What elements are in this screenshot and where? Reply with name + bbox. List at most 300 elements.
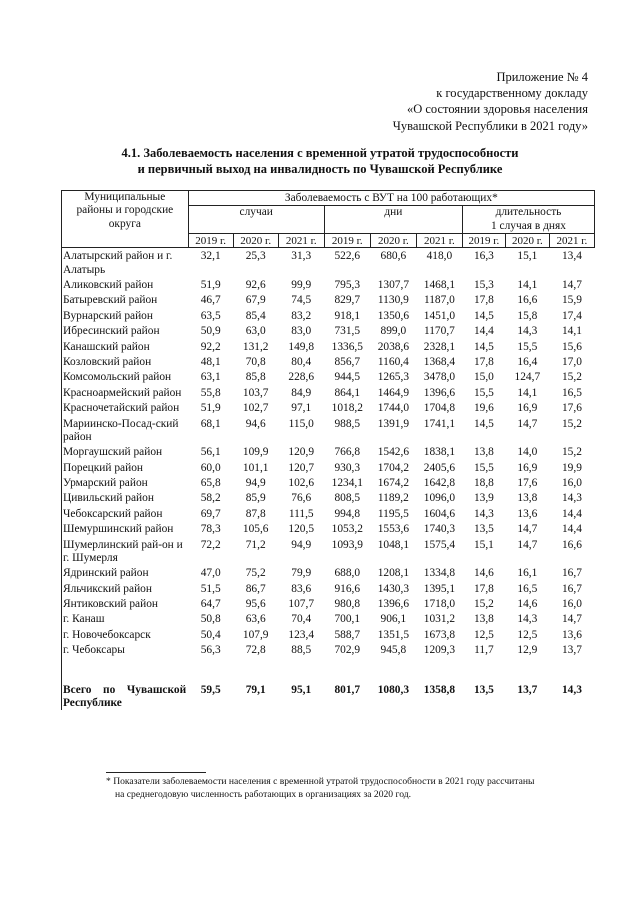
value-cell: 1674,2 [377,477,410,490]
table-row [62,416,595,445]
value-cell: 84,9 [291,386,312,399]
value-cell: 99,9 [291,279,312,292]
value-cell: 801,7 [334,683,361,696]
table-row [62,581,595,596]
value-cell: 63,1 [200,371,221,384]
total-row [62,658,595,711]
value-cell: 15,3 [473,279,494,292]
district-name: Ядринский район [62,565,189,580]
value-cell: 79,1 [245,683,266,696]
value-cell: 228,6 [288,371,315,384]
value-cell: 14,0 [517,446,538,459]
footnote-divider [106,772,206,773]
value-cell: 56,3 [200,644,221,657]
table-row [62,248,595,277]
value-cell: 1673,8 [423,628,456,641]
value-cell: 1718,0 [423,598,456,611]
value-cell: 65,8 [200,477,221,490]
header-municipal-line: районы и городские [76,204,174,217]
appendix-line: Приложение № 4 [496,70,588,84]
value-cell: 1195,5 [377,507,409,520]
value-cell: 83,0 [291,325,312,338]
value-cell: 50,8 [200,613,221,626]
value-cell: 1334,8 [423,567,456,580]
value-cell: 15,2 [473,598,494,611]
value-cell: 109,9 [242,446,269,459]
value-cell: 80,4 [291,356,312,369]
value-cell: 14,5 [473,340,494,353]
value-cell: 12,9 [517,644,538,657]
value-cell: 15,5 [473,386,494,399]
value-cell: 51,9 [200,279,221,292]
value-cell: 16,5 [517,582,538,595]
value-cell: 1396,6 [423,386,456,399]
district-name: Канашский район [62,339,189,354]
value-cell: 14,1 [561,325,582,338]
value-cell: 17,4 [561,309,582,322]
value-cell: 131,2 [242,340,269,353]
header-morbidity-group: Заболеваемость с ВУТ на 100 работающих* [188,191,594,206]
value-cell: 68,1 [200,417,221,430]
value-cell: 18,8 [473,477,494,490]
district-name: Шемуршинский район [62,521,189,536]
value-cell: 105,6 [242,523,269,536]
district-name: Аликовский район [62,277,189,292]
value-cell: 63,5 [200,309,221,322]
value-cell: 14,3 [473,507,494,520]
value-cell: 94,6 [245,417,266,430]
value-cell: 1542,6 [377,446,410,459]
value-cell: 15,0 [473,371,494,384]
header-municipal-line: Муниципальные [84,191,166,203]
value-cell: 59,5 [200,683,221,696]
value-cell: 70,8 [245,356,266,369]
value-cell: 15,2 [561,446,582,459]
value-cell: 92,2 [200,340,221,353]
table-body [62,248,595,710]
value-cell: 95,1 [291,683,312,696]
value-cell: 14,3 [561,492,582,505]
value-cell: 69,7 [200,507,221,520]
district-name: Урмарский район [62,475,189,490]
value-cell: 78,3 [200,523,221,536]
value-cell: 1368,4 [423,356,456,369]
value-cell: 17,8 [473,356,494,369]
district-name: Шумерлинский рай-он и г. Шумерля [62,537,189,566]
value-cell: 13,7 [517,683,538,696]
appendix-line: «О состоянии здоровья населения [406,102,588,117]
value-cell: 46,7 [200,294,221,307]
district-name: Порецкий район [62,460,189,475]
value-cell: 74,5 [291,294,312,307]
value-cell: 856,7 [334,356,361,369]
value-cell: 76,6 [291,492,312,505]
value-cell: 1336,5 [331,340,363,353]
appendix-line: к государственному докладу [436,86,588,101]
value-cell: 51,5 [200,582,221,595]
header-year: 2021 г. [278,234,324,248]
value-cell: 1189,2 [377,492,409,505]
table-row [62,354,595,369]
value-cell: 102,7 [242,402,269,415]
value-cell: 15,2 [561,371,582,384]
value-cell: 14,6 [517,598,538,611]
district-name: Ибресинский район [62,323,189,338]
value-cell: 83,6 [291,582,312,595]
value-cell: 17,0 [561,356,582,369]
value-cell: 17,6 [517,477,538,490]
header-year: 2020 г. [505,234,549,248]
value-cell: 13,6 [561,628,582,641]
value-cell: 1553,6 [377,523,410,536]
value-cell: 123,4 [288,628,315,641]
table-row [62,521,595,536]
table-row [62,292,595,307]
value-cell: 1018,2 [331,402,363,415]
value-cell: 55,8 [200,386,221,399]
district-name: г. Чебоксары [62,642,189,657]
table-row [62,460,595,475]
value-cell: 418,0 [426,250,453,263]
value-cell: 92,6 [245,279,266,292]
value-cell: 944,5 [334,371,361,384]
table-row [62,596,595,611]
value-cell: 13,6 [517,507,538,520]
table-row [62,444,595,459]
value-cell: 1096,0 [423,492,456,505]
header-municipal [62,191,189,248]
appendix-note [393,69,588,134]
value-cell: 11,7 [474,644,494,657]
value-cell: 14,1 [517,279,538,292]
value-cell: 16,4 [517,356,538,369]
heading-line-2: и первичный выход на инвалидность по Чувашской Республике [137,162,503,176]
value-cell: 16,3 [473,250,494,263]
value-cell: 15,1 [517,250,538,263]
value-cell: 56,1 [200,446,221,459]
value-cell: 864,1 [334,386,361,399]
value-cell: 16,1 [517,567,538,580]
value-cell: 13,8 [473,613,494,626]
value-cell: 63,0 [245,325,266,338]
value-cell: 79,9 [291,567,312,580]
value-cell: 1093,9 [331,538,363,551]
district-name: Алатырский район и г. Алатырь [62,248,189,277]
value-cell: 899,0 [380,325,407,338]
table-row [62,506,595,521]
value-cell: 14,1 [517,386,538,399]
value-cell: 58,2 [200,492,221,505]
table-row [62,385,595,400]
value-cell: 86,7 [245,582,266,595]
table-row [62,627,595,642]
value-cell: 916,6 [334,582,361,595]
table-row [62,565,595,580]
value-cell: 1468,1 [423,279,456,292]
value-cell: 1350,6 [377,309,410,322]
value-cell: 930,3 [334,461,361,474]
value-cell: 14,7 [561,279,582,292]
value-cell: 14,7 [561,613,582,626]
value-cell: 1234,1 [331,477,363,490]
district-name: Красноармейский район [62,385,189,400]
value-cell: 1053,2 [331,523,363,536]
value-cell: 120,9 [288,446,315,459]
value-cell: 15,6 [561,340,582,353]
value-cell: 1704,8 [423,402,456,415]
table-row [62,323,595,338]
value-cell: 111,5 [288,507,314,520]
value-cell: 16,9 [517,461,538,474]
value-cell: 1080,3 [377,683,410,696]
value-cell: 17,8 [473,582,494,595]
value-cell: 72,2 [200,538,221,551]
value-cell: 70,4 [291,613,312,626]
value-cell: 1187,0 [423,294,455,307]
value-cell: 1642,8 [423,477,456,490]
value-cell: 1351,5 [377,628,410,641]
value-cell: 13,4 [561,250,582,263]
morbidity-table [61,190,595,710]
value-cell: 1704,2 [377,461,410,474]
value-cell: 1208,1 [377,567,410,580]
value-cell: 906,1 [380,613,407,626]
value-cell: 14,6 [473,567,494,580]
value-cell: 71,2 [245,538,266,551]
value-cell: 102,6 [288,477,315,490]
value-cell: 94,9 [291,538,312,551]
footnote [106,775,606,802]
header-year: 2019 г. [188,234,233,248]
value-cell: 588,7 [334,628,361,641]
value-cell: 94,9 [245,477,266,490]
table-row [62,400,595,415]
value-cell: 60,0 [200,461,221,474]
value-cell: 32,1 [200,250,221,263]
table-header [62,191,595,248]
value-cell: 1575,4 [423,538,456,551]
value-cell: 64,7 [200,598,221,611]
header-cases: случаи [188,206,324,234]
header-year: 2019 г. [462,234,505,248]
value-cell: 1031,2 [423,613,456,626]
value-cell: 1358,8 [423,683,456,696]
district-name: Чебоксарский район [62,506,189,521]
header-year: 2020 г. [370,234,416,248]
value-cell: 15,5 [473,461,494,474]
district-name: Мариинско-Посад-ский район [62,416,189,445]
value-cell: 101,1 [242,461,269,474]
value-cell: 14,4 [561,507,582,520]
value-cell: 918,1 [334,309,361,322]
value-cell: 1838,1 [423,446,456,459]
value-cell: 50,4 [200,628,221,641]
value-cell: 51,9 [200,402,221,415]
value-cell: 731,5 [334,325,361,338]
heading-line-1: 4.1. Заболеваемость населения с временной утратой трудоспособности [121,146,519,160]
value-cell: 50,9 [200,325,221,338]
value-cell: 2405,6 [423,461,456,474]
value-cell: 88,5 [291,644,312,657]
value-cell: 1170,7 [423,325,455,338]
value-cell: 83,2 [291,309,312,322]
value-cell: 1430,3 [377,582,410,595]
table-row [62,537,595,566]
value-cell: 16,7 [561,582,582,595]
header-days: дни [324,206,462,234]
district-name: Моргаушский район [62,444,189,459]
value-cell: 3478,0 [423,371,456,384]
value-cell: 12,5 [473,628,494,641]
table-row [62,475,595,490]
district-name: Комсомольский район [62,369,189,384]
value-cell: 103,7 [242,386,269,399]
value-cell: 522,6 [334,250,361,263]
value-cell: 16,6 [517,294,538,307]
value-cell: 48,1 [200,356,221,369]
header-duration-line: длительность [495,206,562,219]
value-cell: 2038,6 [377,340,410,353]
value-cell: 980,8 [334,598,361,611]
value-cell: 16,0 [561,477,582,490]
value-cell: 1451,0 [423,309,456,322]
value-cell: 14,4 [473,325,494,338]
value-cell: 14,4 [561,523,582,536]
value-cell: 15,5 [517,340,538,353]
appendix-line: Чувашской Республики в 2021 году» [392,118,588,133]
value-cell: 19,6 [473,402,494,415]
value-cell: 14,5 [473,417,494,430]
value-cell: 795,3 [334,279,361,292]
value-cell: 700,1 [334,613,361,626]
district-name: Вурнарский район [62,308,189,323]
header-duration [462,206,594,234]
value-cell: 2328,1 [423,340,456,353]
value-cell: 15,1 [473,538,494,551]
district-name: Козловский район [62,354,189,369]
value-cell: 16,6 [561,538,582,551]
value-cell: 19,9 [561,461,582,474]
header-duration-line: 1 случая в днях [491,219,566,232]
value-cell: 994,8 [334,507,361,520]
value-cell: 85,4 [245,309,266,322]
table-row [62,369,595,384]
header-municipal-line: округа [108,217,141,230]
value-cell: 14,5 [473,309,494,322]
table-row [62,339,595,354]
value-cell: 1130,9 [377,294,409,307]
value-cell: 95,6 [245,598,266,611]
table-row [62,642,595,657]
value-cell: 16,5 [561,386,582,399]
value-cell: 13,8 [473,446,494,459]
value-cell: 67,9 [245,294,266,307]
value-cell: 1741,1 [423,417,456,430]
district-name: г. Канаш [62,611,189,626]
value-cell: 16,0 [561,598,582,611]
footnote-line-2: на среднегодовую численность работающих в организациях за 2020 год. [115,789,411,801]
value-cell: 1265,3 [377,371,410,384]
footnote-line-1: * Показатели заболеваемости населения с временной утратой трудоспособности в 2021 году рассчитаны [106,776,535,787]
district-name: Батыревский район [62,292,189,307]
value-cell: 1307,7 [377,279,410,292]
value-cell: 1604,6 [423,507,456,520]
value-cell: 688,0 [334,567,361,580]
value-cell: 14,7 [517,538,538,551]
value-cell: 17,6 [561,402,582,415]
value-cell: 1396,6 [377,598,410,611]
district-name: г. Новочебоксарск [62,627,189,642]
value-cell: 13,7 [561,644,582,657]
value-cell: 945,8 [380,644,407,657]
value-cell: 14,3 [561,683,582,696]
district-name: Красночетайский район [62,400,189,415]
value-cell: 1391,9 [377,417,410,430]
table-heading [0,145,640,177]
table-row [62,611,595,626]
value-cell: 1209,3 [423,644,456,657]
value-cell: 1048,1 [377,538,410,551]
value-cell: 988,5 [334,417,361,430]
value-cell: 47,0 [200,567,221,580]
value-cell: 14,7 [517,523,538,536]
value-cell: 1160,4 [377,356,409,369]
value-cell: 75,2 [245,567,266,580]
table-row [62,490,595,505]
value-cell: 16,9 [517,402,538,415]
value-cell: 1395,1 [423,582,456,595]
value-cell: 149,8 [288,340,315,353]
value-cell: 17,8 [473,294,494,307]
value-cell: 107,7 [288,598,315,611]
value-cell: 15,2 [561,417,582,430]
value-cell: 13,8 [517,492,538,505]
value-cell: 13,5 [473,683,494,696]
value-cell: 120,7 [288,461,315,474]
header-year: 2019 г. [324,234,370,248]
value-cell: 25,3 [245,250,266,263]
value-cell: 13,5 [473,523,494,536]
header-year: 2021 г. [549,234,594,248]
header-year: 2020 г. [233,234,278,248]
value-cell: 829,7 [334,294,361,307]
value-cell: 702,9 [334,644,361,657]
value-cell: 12,5 [517,628,538,641]
value-cell: 107,9 [242,628,269,641]
value-cell: 72,8 [245,644,266,657]
value-cell: 97,1 [291,402,312,415]
district-name: Цивильский район [62,490,189,505]
district-name: Янтиковский район [62,596,189,611]
value-cell: 680,6 [380,250,407,263]
value-cell: 15,8 [517,309,538,322]
header-year: 2021 г. [416,234,462,248]
value-cell: 124,7 [514,371,541,384]
table-row [62,308,595,323]
value-cell: 87,8 [245,507,266,520]
value-cell: 766,8 [334,446,361,459]
value-cell: 85,9 [245,492,266,505]
value-cell: 1740,3 [423,523,456,536]
value-cell: 1464,9 [377,386,410,399]
value-cell: 14,7 [517,417,538,430]
value-cell: 115,0 [288,417,314,430]
value-cell: 1744,0 [377,402,410,415]
value-cell: 16,7 [561,567,582,580]
value-cell: 31,3 [291,250,312,263]
value-cell: 13,9 [473,492,494,505]
value-cell: 808,5 [334,492,361,505]
